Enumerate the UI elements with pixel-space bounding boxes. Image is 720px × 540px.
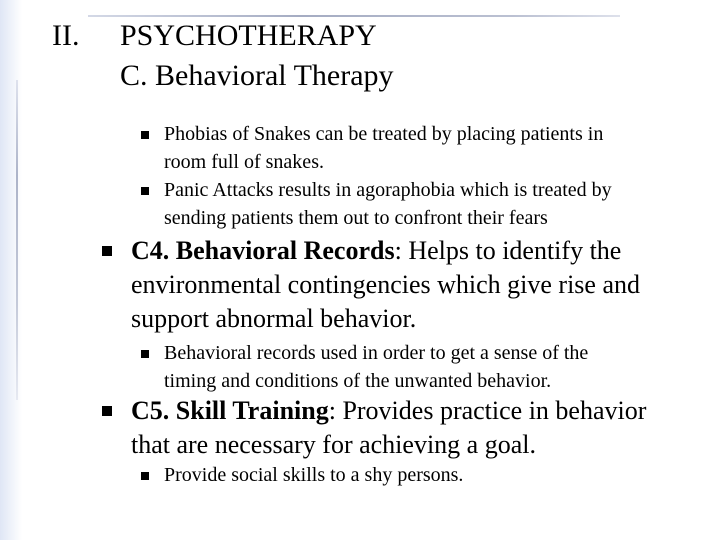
- bullet-c5-rest: : Provides practice in behavior: [328, 396, 647, 425]
- bullet-line: support abnormal behavior.: [131, 304, 417, 333]
- bullet-c5-title: C5. Skill Training: [131, 396, 329, 425]
- square-bullet-icon: [141, 350, 149, 358]
- bullet-line: [131, 234, 621, 268]
- bullet-line: sending patients them out to confront their fears: [164, 207, 548, 229]
- square-bullet-icon: [141, 187, 149, 195]
- bullet-c4-title: C4. Behavioral Records: [131, 236, 395, 265]
- bullet-line: Provide social skills to a shy persons.: [164, 464, 464, 486]
- square-bullet-icon: [102, 246, 112, 256]
- heading-title: PSYCHOTHERAPY: [120, 19, 377, 52]
- bullet-line: Behavioral records used in order to get a sense of the: [164, 342, 589, 364]
- square-bullet-icon: [141, 472, 149, 480]
- bullet-c4-rest: : Helps to identify the: [394, 236, 622, 265]
- square-bullet-icon: [102, 406, 112, 416]
- heading-numeral: II.: [52, 19, 80, 52]
- bullet-line: [131, 394, 646, 428]
- bullet-line: environmental contingencies which give rise and: [131, 270, 641, 299]
- top-divider: [88, 15, 620, 17]
- bullet-line: room full of snakes.: [164, 151, 324, 173]
- bullet-line: Panic Attacks results in agoraphobia which is treated by: [164, 179, 612, 201]
- bullet-line: that are necessary for achieving a goal.: [131, 430, 536, 459]
- heading-subtitle: C. Behavioral Therapy: [120, 59, 394, 92]
- left-divider: [16, 80, 18, 400]
- bullet-line: timing and conditions of the unwanted behavior.: [164, 370, 552, 392]
- bullet-line: Phobias of Snakes can be treated by placing patients in: [164, 123, 604, 145]
- square-bullet-icon: [141, 131, 149, 139]
